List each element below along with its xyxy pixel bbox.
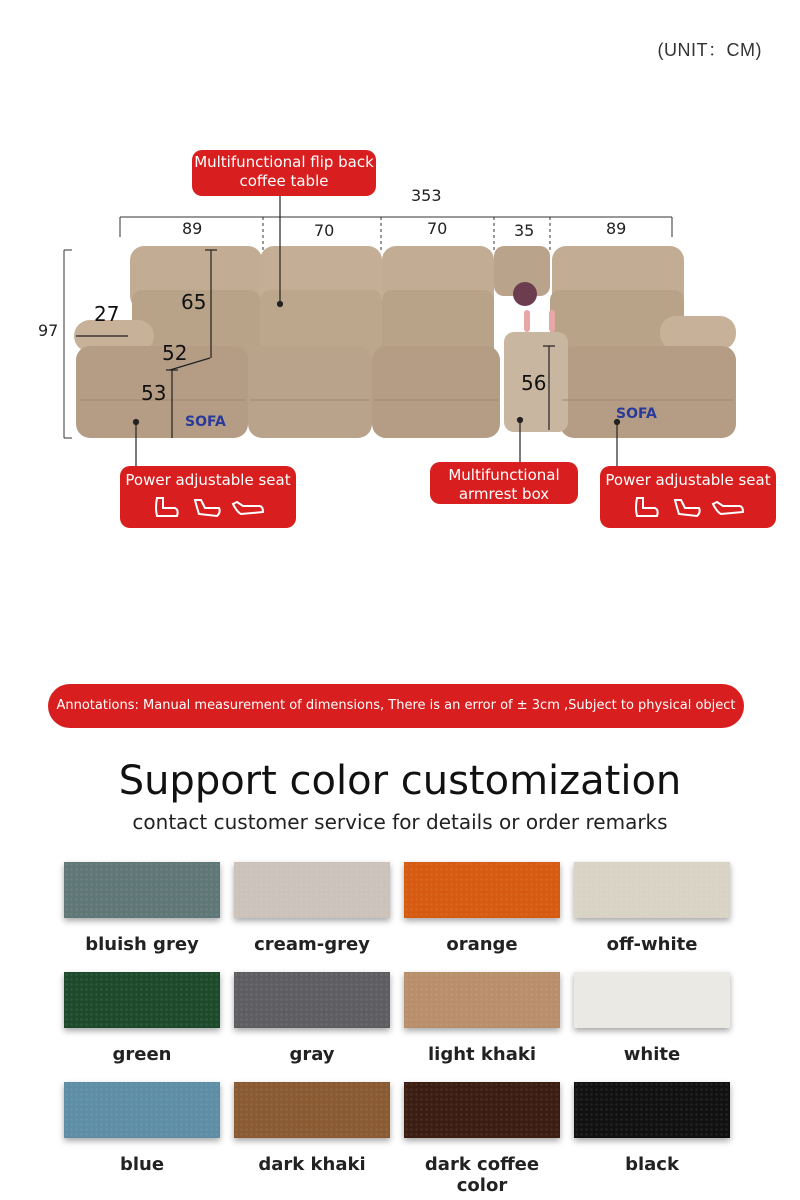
dim-total-width: 353 [411, 186, 442, 205]
swatch-label: black [625, 1154, 679, 1175]
swatch-chip [404, 972, 560, 1028]
dim-seg-5: 89 [606, 219, 627, 238]
dim-arm-width: 27 [94, 302, 120, 326]
callout-seat-left [120, 466, 296, 528]
swatch-label: cream-grey [254, 934, 370, 955]
swatch-chip [404, 862, 560, 918]
swatch-white[interactable] [574, 972, 730, 1082]
swatch-label: dark khaki [258, 1154, 366, 1175]
swatch-chip [574, 972, 730, 1028]
swatch-chip [64, 862, 220, 918]
swatch-chip [574, 862, 730, 918]
callout-armrest-box [430, 462, 578, 504]
swatch-dark-khaki[interactable] [234, 1082, 390, 1192]
callout-seat-right-text: Power adjustable seat [605, 471, 771, 489]
swatch-chip [404, 1082, 560, 1138]
dim-seat-height: 53 [141, 381, 167, 405]
dim-box-height: 56 [521, 371, 547, 395]
color-swatch-grid [64, 862, 740, 1196]
recliner-upright-icon [631, 494, 665, 522]
swatch-cream-grey[interactable] [234, 862, 390, 972]
swatch-label: gray [289, 1044, 335, 1065]
swatch-chip [234, 1082, 390, 1138]
page-subheading: contact customer service for details or order remarks [132, 810, 668, 834]
swatch-chip [234, 862, 390, 918]
swatch-label: dark coffee color [424, 1154, 540, 1196]
dim-seg-2: 70 [314, 221, 335, 240]
swatch-label: blue [119, 1154, 165, 1175]
callout-seat-left-text: Power adjustable seat [125, 471, 291, 489]
swatch-dark-coffee-color[interactable] [404, 1082, 560, 1196]
dim-seat-depth: 52 [162, 341, 188, 365]
swatch-label: off-white [606, 934, 698, 955]
brand-mark-right: SOFA [616, 406, 657, 422]
dim-height: 97 [38, 321, 59, 340]
recliner-icons-left [120, 494, 296, 522]
dim-seg-1: 89 [182, 219, 203, 238]
swatch-gray[interactable] [234, 972, 390, 1082]
swatch-label: orange [446, 934, 518, 955]
swatch-label: light khaki [428, 1044, 536, 1065]
recliner-flat-icon [231, 494, 265, 522]
callout-armrest-box-text: Multifunctional armrest box [448, 466, 560, 503]
callout-seat-right [600, 466, 776, 528]
callout-flip-table [192, 150, 376, 196]
swatch-label: green [112, 1044, 172, 1065]
recliner-upright-icon [151, 494, 185, 522]
annotation-bar: Annotations: Manual measurement of dimensions, There is an error of ± 3cm ,Subject to physical object [48, 684, 744, 728]
swatch-light-khaki[interactable] [404, 972, 560, 1082]
swatch-chip [234, 972, 390, 1028]
brand-mark-left: SOFA [185, 414, 226, 430]
swatch-bluish-grey[interactable] [64, 862, 220, 972]
page-heading: Support color customization [118, 758, 682, 804]
swatch-blue[interactable] [64, 1082, 220, 1192]
dim-back-height: 65 [181, 290, 207, 314]
swatch-chip [574, 1082, 730, 1138]
swatch-label: white [623, 1044, 681, 1065]
swatch-orange[interactable] [404, 862, 560, 972]
unit-label: (UNIT：CM) [657, 40, 762, 60]
recliner-flat-icon [711, 494, 745, 522]
swatch-chip [64, 972, 220, 1028]
swatch-label: bluish grey [85, 934, 199, 955]
swatch-green[interactable] [64, 972, 220, 1082]
dim-seg-4: 35 [514, 221, 535, 240]
recliner-half-icon [191, 494, 225, 522]
swatch-chip [64, 1082, 220, 1138]
swatch-black[interactable] [574, 1082, 730, 1192]
dim-seg-3: 70 [427, 219, 448, 238]
swatch-off-white[interactable] [574, 862, 730, 972]
recliner-half-icon [671, 494, 705, 522]
callout-flip-table-text: Multifunctional flip back coffee table [194, 153, 374, 190]
recliner-icons-right [600, 494, 776, 522]
